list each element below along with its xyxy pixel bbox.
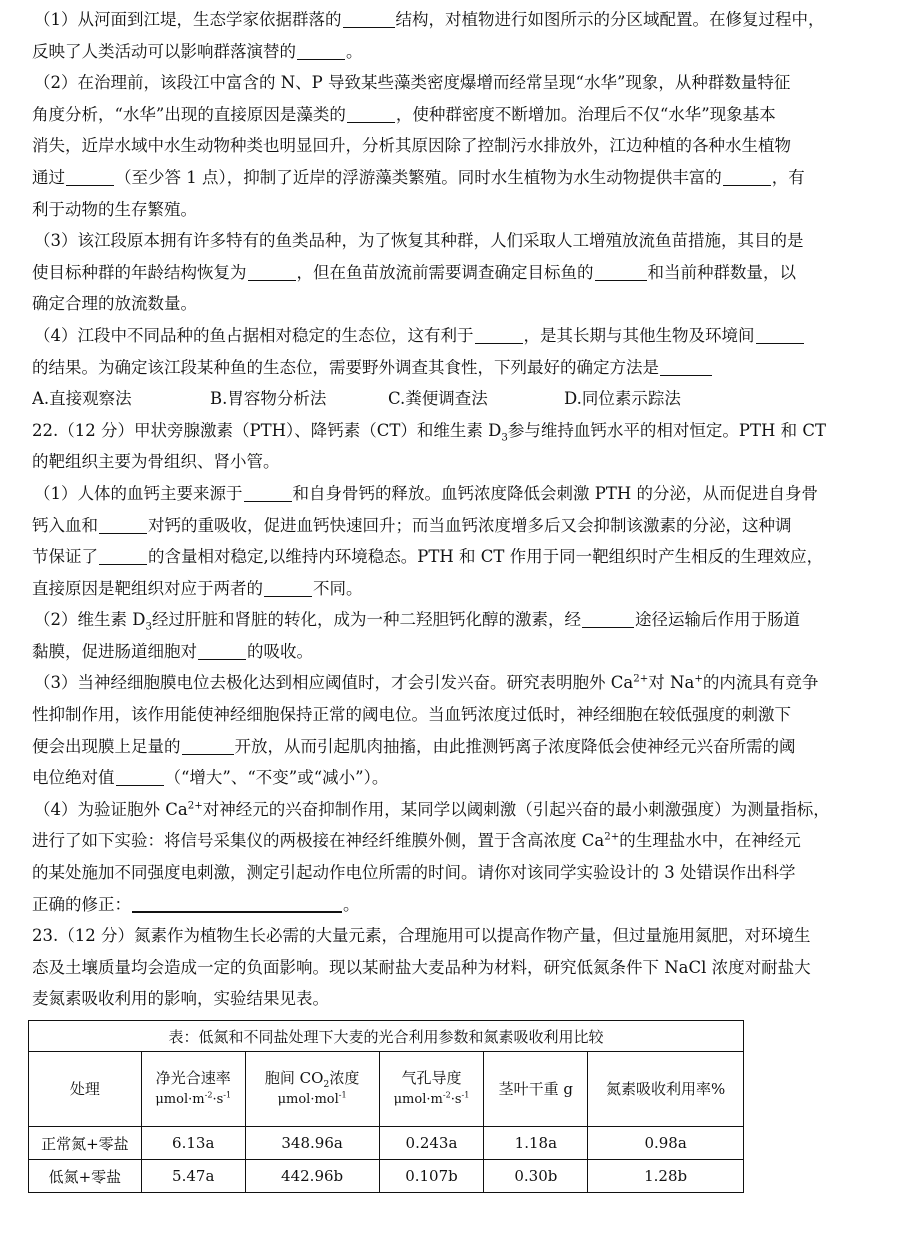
cell-ci: 442.96b <box>245 1160 379 1193</box>
header-intercellular-co2: 胞间 $CO_2$浓度 μmol·mol$^{-1}$ <box>245 1052 379 1127</box>
cell-nue: 0.98a <box>588 1127 744 1160</box>
cell-ci: 348.96a <box>245 1127 379 1160</box>
answer-blank[interactable] <box>347 105 395 123</box>
q21-part2-line4: 通过 （至少答 1 点），抑制了近岸的浮游藻类繁殖。同时水生植物为水生动物提供丰富的 ，有 <box>32 167 805 187</box>
cell-dw: 1.18a <box>484 1127 588 1160</box>
cell-treatment: 低氮+零盐 <box>29 1160 142 1193</box>
q22-part4-line1: （4）为验证胞外 $Ca^{2+}$对神经元的兴奋抑制作用，某同学以阈刺激（引起兴奋的最小刺激强度）为测量指标， <box>34 799 830 819</box>
answer-blank[interactable] <box>723 168 771 186</box>
q22-part3-line3: 便会出现膜上足量的 开放，从而引起肌肉抽搐，由此推测钙离子浓度降低会使神经元兴奋所需的阈 <box>32 736 796 756</box>
option-b[interactable]: B.胃容物分析法 <box>210 389 327 409</box>
q22-part1-line3: 节保证了 的含量相对稳定,以维持内环境稳态。PTH 和 CT 作用于同一靶组织时产生相反的生理效应， <box>32 547 824 567</box>
answer-blank[interactable] <box>264 579 312 597</box>
cell-treatment: 正常氮+零盐 <box>29 1127 142 1160</box>
cell-nue: 1.28b <box>588 1160 744 1193</box>
answer-blank[interactable] <box>99 516 147 534</box>
q21-part2-line3: 消失，近岸水域中水生动物种类也明显回升，分析其原因除了控制污水排放外，江边种植的各种水生植物 <box>32 136 791 156</box>
q23-intro-line1: 23.（12 分）氮素作为植物生长必需的大量元素，合理施用可以提高作物产量，但过量施用氮肥，对环境生 <box>32 926 811 946</box>
table-row <box>29 1160 744 1193</box>
answer-blank[interactable] <box>66 168 114 186</box>
answer-blank[interactable] <box>244 484 292 502</box>
q21-part3-line2: 使目标种群的年龄结构恢复为 ，但在鱼苗放流前需要调查确定目标鱼的 和当前种群数量，以 <box>32 262 796 282</box>
q21-part4-line2: 的结果。为确定该江段某种鱼的生态位，需要野外调查其食性，下列最好的确定方法是 <box>32 352 868 384</box>
q22-intro-line2: 的靶组织主要为骨组织、肾小管。 <box>32 452 280 472</box>
q22-intro-line1: 22.（12 分）甲状旁腺激素（PTH）、降钙素（CT）和维生素 $D_3$参与维持血钙水平的相对恒定。PTH 和 CT <box>32 420 826 444</box>
answer-blank[interactable] <box>182 737 234 755</box>
q22-part2-line1: （2）维生素 $D_3$经过肝脏和肾脏的转化，成为一种二羟胆钙化醇的激素，经 途径运输后作用于肠道 <box>34 610 800 633</box>
option-c[interactable]: C.粪便调查法 <box>388 389 488 409</box>
q22-part3-line2: 性抑制作用，该作用能使神经细胞保持正常的阈电位。当血钙浓度过低时，神经细胞在较低强度的刺激下 <box>32 705 791 725</box>
q22-part1-line2: 钙入血和 对钙的重吸收，促进血钙快速回升；而当血钙浓度增多后又会抑制该激素的分泌，这种调 <box>32 515 792 535</box>
table-row <box>29 1127 744 1160</box>
table-caption: 表：低氮和不同盐处理下大麦的光合利用参数和氮素吸收利用比较 <box>29 1021 744 1052</box>
q22-part3-line4: 电位绝对值 （“增大”、“不变”或“减小”）。 <box>32 768 389 788</box>
document-page <box>32 4 868 1015</box>
header-dry-weight: 茎叶干重 g <box>484 1052 588 1127</box>
answer-blank[interactable] <box>343 11 395 29</box>
cell-pn: 6.13a <box>141 1127 245 1160</box>
answer-blank[interactable] <box>595 263 647 281</box>
q23-intro-line2: 态及土壤质量均会造成一定的负面影响。现以某耐盐大麦品种为材料，研究低氮条件下 NaCl 浓度对耐盐大 <box>32 957 811 977</box>
header-net-photosynthesis: 净光合速率 $\mu mol\cdot m^{-2}\cdot s^{-1}$ <box>141 1052 245 1127</box>
answer-blank[interactable] <box>660 358 712 376</box>
header-nitrogen-efficiency: 氮素吸收利用率% <box>588 1052 744 1127</box>
q22-part4-line4: 正确的修正： 。 <box>32 894 360 914</box>
answer-blank[interactable] <box>132 894 342 913</box>
answer-blank[interactable] <box>198 642 246 660</box>
header-treatment: 处理 <box>29 1052 142 1127</box>
q22-part4-line2: 进行了如下实验：将信号采集仪的两极接在神经纤维膜外侧，置于含高浓度 $Ca^{2+}$的生理盐水中，在神经元 <box>32 831 801 851</box>
q21-part2-line1: （2）在治理前，该段江中富含的 N、P 导致某些藻类密度爆增而经常呈现“水华”现象，从种群数量特征 <box>34 73 791 93</box>
q22-part1-line4: 直接原因是靶组织对应于两者的 不同。 <box>32 578 363 598</box>
q22-part1-line1: （1）人体的血钙主要来源于 和自身骨钙的释放。血钙浓度降低会刺激 PTH 的分泌，从而促进自身骨 <box>34 483 818 503</box>
barley-results-table <box>28 1020 744 1193</box>
q21-part4-line1: （4）江段中不同品种的鱼占据相对稳定的生态位，这有利于 ，是其长期与其他生物及环境间 <box>32 320 868 352</box>
header-stomatal-conductance: 气孔导度 $\mu mol\cdot m^{-2}\cdot s^{-1}$ <box>379 1052 484 1127</box>
cell-pn: 5.47a <box>141 1160 245 1193</box>
cell-gs: 0.107b <box>379 1160 484 1193</box>
answer-blank[interactable] <box>582 611 634 629</box>
answer-blank[interactable] <box>116 769 164 787</box>
q21-part2-line5: 利于动物的生存繁殖。 <box>32 199 197 219</box>
cell-dw: 0.30b <box>484 1160 588 1193</box>
q23-intro-line3: 麦氮素吸收利用的影响，实验结果见表。 <box>32 989 329 1009</box>
cell-gs: 0.243a <box>379 1127 484 1160</box>
q21-options <box>32 383 868 415</box>
answer-blank[interactable] <box>297 42 345 60</box>
option-a[interactable]: A.直接观察法 <box>32 389 132 409</box>
answer-blank[interactable] <box>99 548 147 566</box>
q22-part4-line3: 的某处施加不同强度电刺激，测定引起动作电位所需的时间。请你对该同学实验设计的 3 处错误作出科学 <box>32 863 796 883</box>
q22-part2-line2: 黏膜，促进肠道细胞对 的吸收。 <box>32 641 313 661</box>
q21-part2-line2: 角度分析，“水华”出现的直接原因是藻类的 ，使种群密度不断增加。治理后不仅“水华”现象基本 <box>32 104 776 124</box>
q21-part1-line1: （1）从河面到江堤，生态学家依据群落的 结构，对植物进行如图所示的分区域配置。在修复过程中， <box>34 10 825 29</box>
q21-part1-line2: 反映了人类活动可以影响群落演替的 。 <box>32 41 363 61</box>
q21-part3-line1: （3）该江段原本拥有许多特有的鱼类品种，为了恢复其种群，人们采取人工增殖放流鱼苗措施，其目的是 <box>34 231 804 251</box>
option-d[interactable]: D.同位素示踪法 <box>564 389 681 409</box>
answer-blank[interactable] <box>756 326 804 344</box>
answer-blank[interactable] <box>475 326 523 344</box>
q22-part3-line1: （3）当神经细胞膜电位去极化达到相应阈值时，才会引发兴奋。研究表明胞外 $Ca^{2+}$对 Na+的内流具有竞争 <box>34 673 819 693</box>
answer-blank[interactable] <box>248 263 296 281</box>
q21-part3-line3: 确定合理的放流数量。 <box>32 294 197 314</box>
